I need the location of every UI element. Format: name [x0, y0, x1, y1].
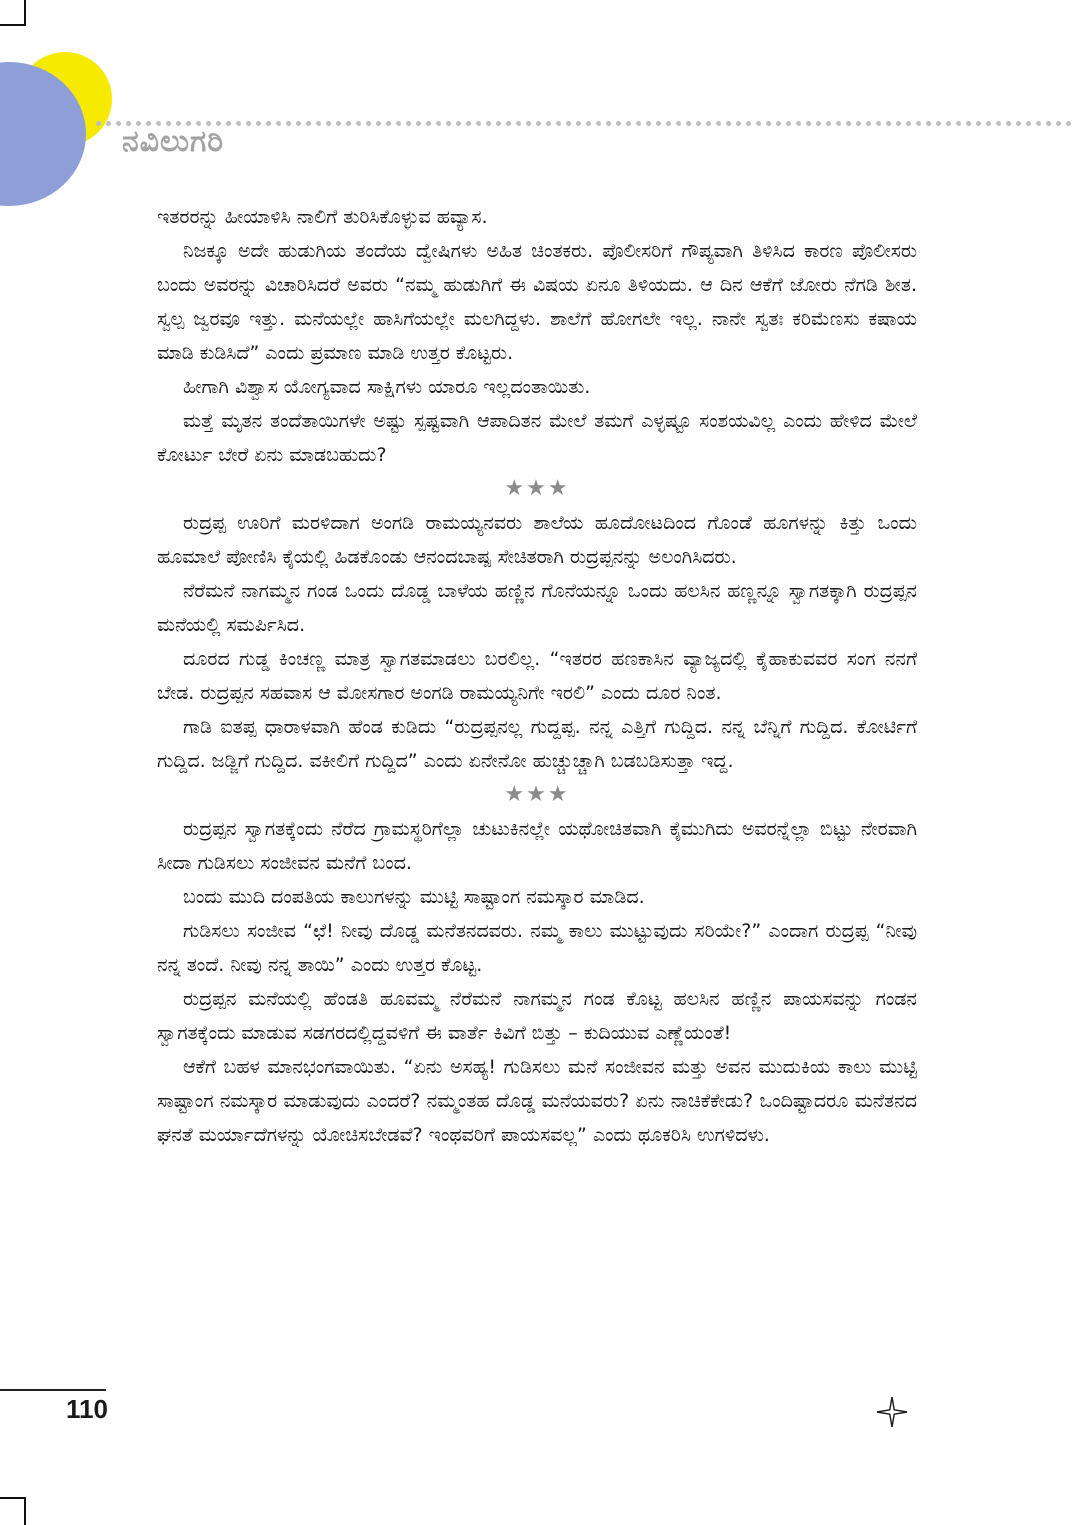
section-break-stars: ★★★ [504, 782, 570, 807]
page-number: 110 [66, 1394, 108, 1424]
paragraph: ಇತರರನ್ನು ಹೀಯಾಳಿಸಿ ನಾಲಿಗೆ ತುರಿಸಿಕೊಳ್ಳುವ ಹವ್ಯಾಸ. [157, 206, 488, 228]
paragraph: ನೆರೆಮನೆ ನಾಗಮ್ಮನ ಗಂಡ ಒಂದು ದೊಡ್ಡ ಬಾಳೆಯ ಹಣ್ಣಿನ ಗೊನೆಯನ್ನೂ ಒಂದು ಹಲಸಿನ ಹಣ್ಣನ್ನೂ ಸ್ವಾಗತಕ್ಕಾಗಿ ರುದ್ರಪ್ಪನ ಮನೆಯಲ್ಲಿ ಸಮರ್ಪಿಸಿದ. [157, 580, 917, 636]
section-break-stars: ★★★ [504, 476, 570, 501]
crop-mark-top-left-horizontal [0, 24, 26, 26]
paragraph: ಹೀಗಾಗಿ ವಿಶ್ವಾಸ ಯೋಗ್ಯವಾದ ಸಾಕ್ಷಿಗಳು ಯಾರೂ ಇಲ್ಲದಂತಾಯಿತು. [183, 376, 591, 398]
paragraph: ರುದ್ರಪ್ಪ ಊರಿಗೆ ಮರಳಿದಾಗ ಅಂಗಡಿ ರಾಮಯ್ಯನವರು ಶಾಲೆಯ ಹೂದೋಟದಿಂದ ಗೊಂಡೆ ಹೂಗಳನ್ನು ಕಿತ್ತು ಒಂದು ಹೂಮಾಲೆ ಪೋಣಿಸಿ ಕೈಯಲ್ಲಿ ಹಿಡಕೊಂಡು ಆನಂದಬಾಷ್ಪ ಸೇಚಿತರಾಗಿ ರುದ್ರಪ್ಪನನ್ನು ಅಲಂಗಿಸಿದರು. [157, 512, 917, 568]
paragraph: ಮತ್ತೆ ಮೃತನ ತಂದೆತಾಯಿಗಳೇ ಅಷ್ಟು ಸ್ಪಷ್ಟವಾಗಿ ಆಪಾದಿತನ ಮೇಲೆ ತಮಗೆ ಎಳ್ಳಷ್ಟೂ ಸಂಶಯವಿಲ್ಲ ಎಂದು ಹೇಳಿದ ಮೇಲೆ ಕೋರ್ಟು ಬೇರೆ ಏನು ಮಾಡಬಹುದು? [157, 410, 917, 466]
header-dotted-rule [96, 121, 1072, 126]
paragraph: ನಿಜಕ್ಕೂ ಅದೇ ಹುಡುಗಿಯ ತಂದೆಯ ದ್ವೇಷಿಗಳು ಅಹಿತ ಚಿಂತಕರು. ಪೊಲೀಸರಿಗೆ ಗೌಪ್ಯವಾಗಿ ತಿಳಿಸಿದ ಕಾರಣ ಪೊಲೀಸರು ಬಂದು ಅವರನ್ನು ವಿಚಾರಿಸಿದರೆ ಅವರು “ನಮ್ಮ ಹುಡುಗಿಗೆ ಈ ವಿಷಯ ಏನೂ ತಿಳಿಯದು. ಆ ದಿನ ಆಕೆಗೆ ಜೋರು ನೆಗಡಿ ಶೀತ. ಸ್ವಲ್ಪ ಜ್ವರವೂ ಇತ್ತು. ಮನೆಯಲ್ಲೇ ಹಾಸಿಗೆಯಲ್ಲೇ ಮಲಗಿದ್ದಳು. ಶಾಲೆಗೆ ಹೋಗಲೇ ಇಲ್ಲ. ನಾನೇ ಸ್ವತಃ ಕರಿಮೆಣಸು ಕಷಾಯ ಮಾಡಿ ಕುಡಿಸಿದೆ” ಎಂದು ಪ್ರಮಾಣ ಮಾಡಿ ಉತ್ತರ ಕೊಟ್ಟರು. [157, 240, 917, 364]
paragraph: ರುದ್ರಪ್ಪನ ಸ್ವಾಗತಕ್ಕೆಂದು ನೆರೆದ ಗ್ರಾಮಸ್ಥರಿಗೆಲ್ಲಾ ಚುಟುಕಿನಲ್ಲೇ ಯಥೋಚಿತವಾಗಿ ಕೈಮುಗಿದು ಅವರನ್ನೆಲ್ಲಾ ಬಿಟ್ಟು ನೇರವಾಗಿ ಸೀದಾ ಗುಡಿಸಲು ಸಂಜೀವನ ಮನೆಗೆ ಬಂದ. [157, 818, 917, 874]
paragraph: ಗಾಡಿ ಐತಪ್ಪ ಧಾರಾಳವಾಗಿ ಹೆಂಡ ಕುಡಿದು “ರುದ್ರಪ್ಪನಲ್ಲ ಗುದ್ದಪ್ಪ. ನನ್ನ ಎತ್ತಿಗೆ ಗುದ್ದಿದ. ನನ್ನ ಬೆನ್ನಿಗೆ ಗುದ್ದಿದ. ಕೋರ್ಟಿಗೆ ಗುದ್ದಿದ. ಜಡ್ಜಿಗೆ ಗುದ್ದಿದ. ವಕೀಲಿಗೆ ಗುದ್ದಿದ” ಎಂದು ಏನೇನೋ ಹುಚ್ಚುಚ್ಚಾಗಿ ಬಡಬಡಿಸುತ್ತಾ ಇದ್ದ. [157, 716, 917, 772]
body-text [157, 200, 917, 1152]
crop-mark-bottom-left-vertical [24, 1497, 26, 1525]
crop-mark-bottom-left-horizontal [0, 1497, 26, 1499]
folio-rule [0, 1389, 106, 1391]
paragraph: ಆಕೆಗೆ ಬಹಳ ಮಾನಭಂಗವಾಯಿತು. “ಏನು ಅಸಹ್ಯ! ಗುಡಿಸಲು ಮನೆ ಸಂಜೀವನ ಮತ್ತು ಅವನ ಮುದುಕಿಯ ಕಾಲು ಮುಟ್ಟಿ ಸಾಷ್ಟಾಂಗ ನಮಸ್ಕಾರ ಮಾಡುವುದು ಎಂದರೆ? ನಮ್ಮಂತಹ ದೊಡ್ಡ ಮನೆಯವರು? ಏನು ನಾಚಿಕೆಕೇಡು? ಒಂದಿಷ್ಟಾದರೂ ಮನೆತನದ ಘನತೆ ಮರ್ಯಾದೆಗಳನ್ನು ಯೋಚಿಸಬೇಡವೆ? ಇಂಥವರಿಗೆ ಪಾಯಸವಲ್ಲ” ಎಂದು ಥೂಕರಿಸಿ ಉಗಳಿದಳು. [157, 1056, 917, 1146]
paragraph: ಬಂದು ಮುದಿ ದಂಪತಿಯ ಕಾಲುಗಳನ್ನು ಮುಟ್ಟಿ ಸಾಷ್ಟಾಂಗ ನಮಸ್ಕಾರ ಮಾಡಿದ. [183, 886, 645, 908]
paragraph: ದೂರದ ಗುಡ್ಡ ಕಿಂಚಣ್ಣ ಮಾತ್ರ ಸ್ವಾಗತಮಾಡಲು ಬರಲಿಲ್ಲ. “ಇತರರ ಹಣಕಾಸಿನ ವ್ಯಾಜ್ಯದಲ್ಲಿ ಕೈಹಾಕುವವರ ಸಂಗ ನನಗೆ ಬೇಡ. ರುದ್ರಪ್ಪನ ಸಹವಾಸ ಆ ಮೋಸಗಾರ ಅಂಗಡಿ ರಾಮಯ್ಯನಿಗೇ ಇರಲಿ” ಎಂದು ದೂರ ನಿಂತ. [157, 648, 917, 704]
paragraph: ರುದ್ರಪ್ಪನ ಮನೆಯಲ್ಲಿ ಹೆಂಡತಿ ಹೂವಮ್ಮ ನೆರೆಮನೆ ನಾಗಮ್ಮನ ಗಂಡ ಕೊಟ್ಟ ಹಲಸಿನ ಹಣ್ಣಿನ ಪಾಯಸವನ್ನು ಗಂಡನ ಸ್ವಾಗತಕ್ಕೆಂದು ಮಾಡುವ ಸಡಗರದಲ್ಲಿದ್ದವಳಿಗೆ ಈ ವಾರ್ತೆ ಕಿವಿಗೆ ಬಿತ್ತು – ಕುದಿಯುವ ಎಣ್ಣೆಯಂತೆ! [157, 988, 917, 1044]
paragraph: ಗುಡಿಸಲು ಸಂಜೀವ “ಛೆ! ನೀವು ದೊಡ್ಡ ಮನೆತನದವರು. ನಮ್ಮ ಕಾಲು ಮುಟ್ಟುವುದು ಸರಿಯೇ?” ಎಂದಾಗ ರುದ್ರಪ್ಪ “ನೀವು ನನ್ನ ತಂದೆ. ನೀವು ನನ್ನ ತಾಯಿ” ಎಂದು ಉತ್ತರ ಕೊಟ್ಟ. [157, 920, 917, 976]
crop-mark-top-left-vertical [24, 0, 26, 26]
four-point-star-icon [876, 1396, 908, 1428]
running-head: ನವಿಲುಗರಿ [122, 124, 225, 159]
